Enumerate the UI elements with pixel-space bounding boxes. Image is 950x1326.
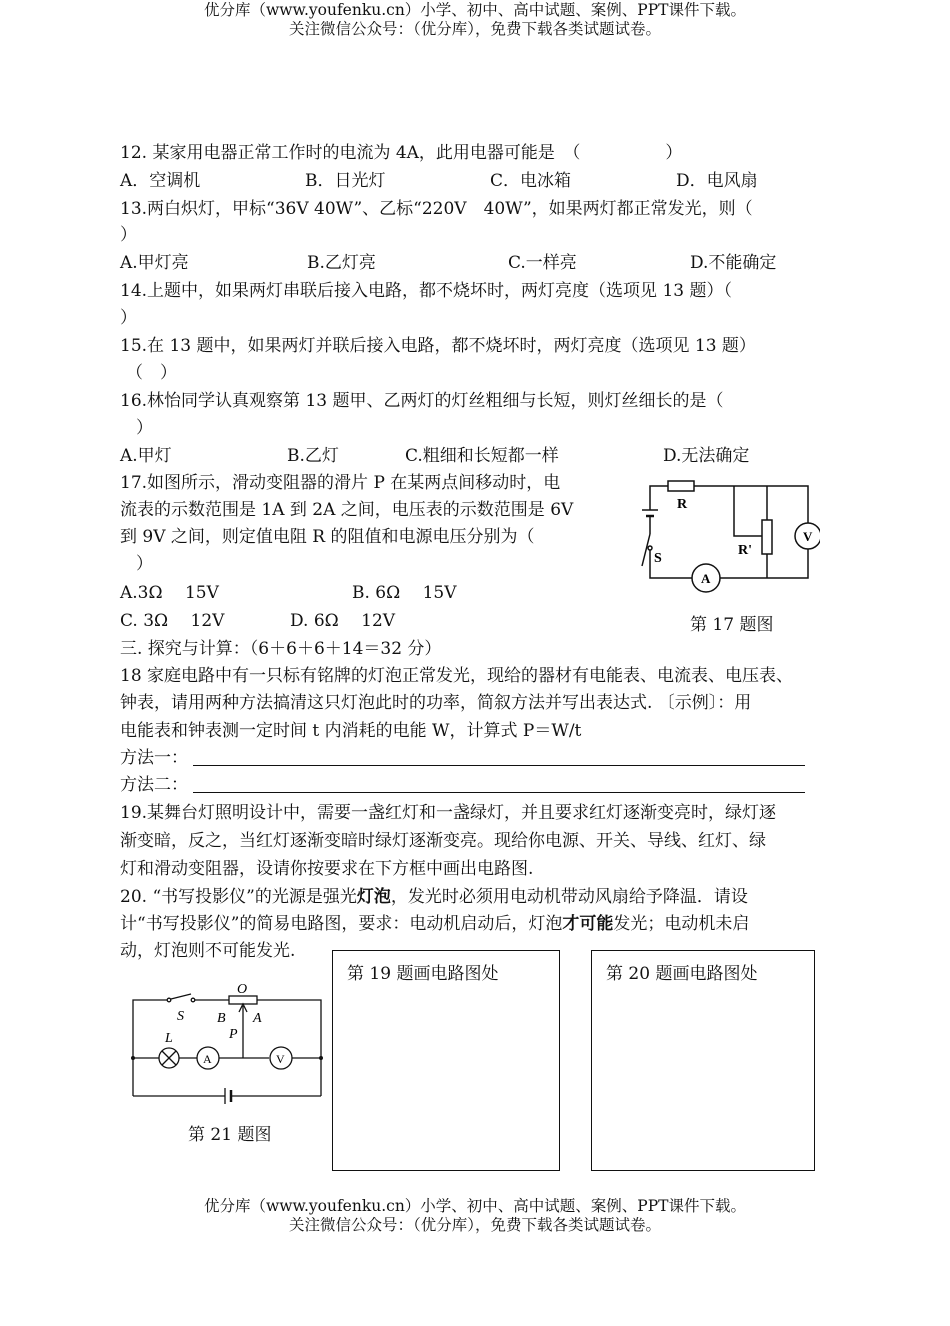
q18-line-1: 18 家庭电路中有一只标有铭牌的灯泡正常发光，现给的器材有电能表、电流表、电压表、 (120, 666, 794, 686)
q21-label-a-point: A (253, 1011, 262, 1026)
q17-line-1: 17.如图所示，滑动变阻器的滑片 P 在某两点间移动时，电 (120, 473, 561, 493)
q19-line-3: 灯和滑动变阻器，设请你按要求在下方框中画出电路图. (120, 859, 534, 879)
q20-line-1-b: ，发光时必须用电动机带动风扇给予降温．请设 (390, 887, 748, 907)
q17-figure-caption: 第 17 题图 (690, 615, 774, 635)
q18-method-2-label: 方法二： (120, 775, 188, 795)
q19-drawing-box[interactable] (332, 950, 560, 1171)
q12-option-a: A．空调机 (120, 171, 201, 191)
section-3-title: 三. 探究与计算：（6＋6＋6＋14＝32 分） (120, 639, 442, 659)
q17-resistor-r (668, 481, 694, 491)
q17-option-c: C. 3Ω 12V (120, 611, 225, 631)
q13-stem: 13.两白炽灯，甲标“36V 40W”、乙标“220V 40W”，如果两灯都正常发光，则（ (120, 199, 753, 219)
header-line-1: 优分库（www.youfenku.cn）小学、初中、高中试题、案例、PPT课件下载。 (203, 1, 747, 19)
q20-line-1 (120, 884, 748, 911)
q13-option-b: B.乙灯亮 (307, 253, 376, 273)
q20-box-label: 第 20 题画电路图处 (606, 964, 758, 984)
q17-label-v: V (803, 529, 813, 544)
q20-line-2-bold: 才可能 (562, 914, 614, 934)
q16-option-b: B.乙灯 (287, 446, 339, 466)
q13-paren: ） (120, 225, 137, 245)
q18-line-2: 钟表，请用两种方法搞清这只灯泡此时的功率，简叙方法并写出表达式. 〔示例〕：用 (120, 693, 752, 713)
q19-line-2: 渐变暗，反之，当红灯逐渐变暗时绿灯逐渐变亮。现给你电源、开关、导线、红灯、绿 (120, 831, 766, 851)
q14-paren: ） (120, 308, 137, 328)
q17-circuit-diagram (630, 478, 820, 593)
q16-option-c: C.粗细和长短都一样 (405, 446, 559, 466)
q17-label-r: R (677, 497, 688, 512)
q12-option-b: B．日光灯 (305, 171, 386, 191)
q19-line-1: 19.某舞台灯照明设计中，需要一盏红灯和一盏绿灯，并且要求红灯逐渐变亮时，绿灯逐 (120, 803, 777, 823)
q12-option-c: C．电冰箱 (490, 171, 572, 191)
q21-label-b: B (217, 1011, 226, 1026)
q13-option-a: A.甲灯亮 (120, 253, 189, 273)
q17-label-r-prime: R' (738, 543, 752, 558)
q17-paren: ） (136, 554, 153, 574)
q13-option-d: D.不能确定 (690, 253, 777, 273)
q12-option-d: D．电风扇 (676, 171, 758, 191)
header-line-2: 关注微信公众号：（优分库），免费下载各类试题试卷。 (288, 20, 661, 38)
q16-stem: 16.林怡同学认真观察第 13 题甲、乙两灯的灯丝粗细与长短，则灯丝细长的是（ (120, 391, 724, 411)
q21-label-ammeter: A (203, 1052, 212, 1066)
q20-line-2-b: 发光；电动机未启 (613, 914, 750, 934)
q13-option-c: C.一样亮 (508, 253, 577, 273)
q15-paren: （ ） (126, 363, 177, 383)
q17-option-b: B. 6Ω 15V (352, 583, 457, 603)
q18-method-1-answer-line[interactable] (193, 765, 805, 766)
q18-method-1-label: 方法一： (120, 748, 188, 768)
q21-label-p: P (229, 1027, 238, 1042)
q17-label-s: S (654, 551, 662, 566)
q21-label-s: S (177, 1009, 184, 1024)
q16-option-d: D.无法确定 (663, 446, 750, 466)
q20-line-1-a: 20. “书写投影仪”的光源是强光 (120, 887, 357, 907)
q19-box-label: 第 19 题画电路图处 (347, 964, 499, 984)
q18-method-2-answer-line[interactable] (193, 792, 805, 793)
q17-line-2: 流表的示数范围是 1A 到 2A 之间，电压表的示数范围是 6V (120, 500, 574, 520)
q18-line-3: 电能表和钟表测一定时间 t 内消耗的电能 W，计算式 P＝W/t (120, 721, 582, 741)
q17-option-d: D. 6Ω 12V (290, 611, 396, 631)
q20-line-2-a: 计“书写投影仪”的简易电路图，要求：电动机启动后，灯泡 (120, 914, 563, 934)
footer-line-2: 关注微信公众号：（优分库），免费下载各类试题试卷。 (288, 1216, 661, 1234)
q20-line-3: 动，灯泡则不可能发光. (120, 941, 296, 961)
q20-line-2 (120, 911, 749, 938)
q21-circuit-diagram (125, 984, 330, 1114)
q12-stem: 12. 某家用电器正常工作时的电流为 4A，此用电器可能是 （ ） (120, 143, 683, 163)
q14-stem: 14.上题中，如果两灯串联后接入电路，都不烧坏时，两灯亮度（选项见 13 题）（ (120, 281, 732, 301)
q17-line-3: 到 9V 之间，则定值电阻 R 的阻值和电源电压分别为（ (120, 527, 535, 547)
q21-label-l: L (165, 1031, 173, 1046)
q17-option-a: A.3Ω 15V (120, 583, 219, 603)
q15-stem: 15.在 13 题中，如果两灯并联后接入电路，都不烧坏时，两灯亮度（选项见 13 题） (120, 336, 756, 356)
q16-option-a: A.甲灯 (120, 446, 172, 466)
q21-figure-caption: 第 21 题图 (188, 1125, 272, 1145)
q17-rheostat (762, 520, 772, 554)
q16-paren: ） (136, 418, 153, 438)
q21-label-o: O (237, 984, 248, 997)
q20-line-1-bold: 灯泡 (356, 887, 391, 907)
q20-drawing-box[interactable] (591, 950, 815, 1171)
q21-label-voltmeter: V (276, 1052, 285, 1066)
footer-line-1: 优分库（www.youfenku.cn）小学、初中、高中试题、案例、PPT课件下载。 (203, 1197, 747, 1215)
q17-label-a: A (701, 571, 711, 586)
